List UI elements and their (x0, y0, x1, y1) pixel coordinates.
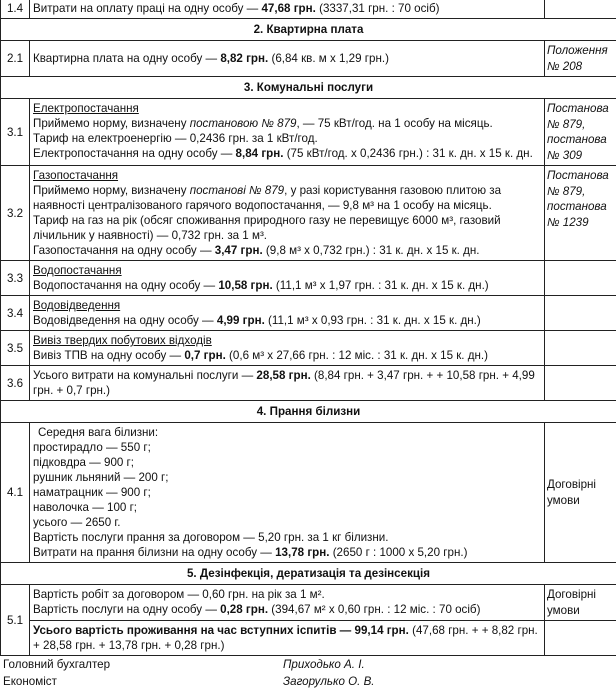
row-line (33, 545, 541, 560)
text: Витрати на прання білизни на одну особу — (33, 546, 276, 559)
row-value: 0,7 грн. (184, 349, 226, 362)
row-line: Тариф на газ на рік (обсяг споживання природного газу не перевищує 6000 м³, газовий лічильник у наявності) — 0,732 грн. за 1 м³. (33, 214, 501, 242)
text: Водопостачання на одну особу — (33, 279, 219, 292)
row-calc: (394,67 м² x 0,60 грн. : 12 міс. : 70 осіб) (268, 603, 481, 616)
row-number: 3.3 (1, 261, 30, 296)
row-calc: (6,84 кв. м x 1,29 грн.) (268, 52, 389, 65)
row-number: 3.6 (1, 366, 30, 401)
text: Вартість послуги на одну особу — (33, 603, 221, 616)
note-line: № 1239 (547, 215, 589, 229)
row-note (545, 296, 616, 331)
row-content (30, 331, 545, 366)
row-line (33, 313, 541, 328)
section-title: 3. Комунальні послуги (1, 77, 616, 99)
text: Приймемо норму, визначену (33, 117, 190, 130)
list-item: рушник льняний — 200 г; (33, 471, 169, 484)
row-value: 4,99 грн. (216, 314, 265, 327)
row-line (33, 183, 541, 213)
total-calc: (47,68 грн. + + 8,82 грн. + 28,58 грн. + 13,78 грн. + 0,28 грн.) (33, 624, 538, 652)
note-line: постанова (547, 200, 607, 213)
text: , — 75 кВт/год. на 1 особу на місяць. (296, 117, 493, 130)
table-row (1, 0, 616, 19)
note-line: постанова (547, 133, 607, 146)
signature-role: Головний бухгалтер (3, 658, 111, 671)
row-content (30, 423, 545, 563)
signature-role: Економіст (3, 675, 57, 688)
row-number: 4.1 (1, 423, 30, 563)
row-calc: (8,84 грн. + 3,47 грн. + + 10,58 грн. + 4,99 грн. + 0,7 грн.) (33, 369, 535, 397)
section-title: 2. Квартирна плата (1, 19, 616, 41)
row-value: 47,68 грн. (261, 2, 316, 15)
row-content (30, 296, 545, 331)
row-note (545, 585, 616, 621)
row-number: 1.4 (1, 0, 30, 19)
resolution-ref: постанові № 879 (189, 184, 285, 197)
row-calc: (0,6 м³ x 27,66 грн. : 12 міс. : 31 к. дн. x 15 к. дн.) (225, 349, 489, 362)
section-header (1, 401, 616, 423)
table-row (1, 296, 616, 331)
row-line (33, 243, 541, 258)
note-line: № 309 (547, 148, 583, 162)
row-note (545, 261, 616, 296)
resolution-ref: постановою № 879 (189, 117, 297, 130)
row-content (30, 41, 545, 77)
text: Приймемо норму, визначену (33, 184, 190, 197)
note-line: № 879, (547, 184, 586, 198)
table-row (1, 331, 616, 366)
row-value: 28,58 грн. (256, 369, 311, 382)
row-note (545, 331, 616, 366)
note-line: Постанова (547, 169, 609, 182)
list-item: усього — 2650 г. (33, 516, 121, 529)
row-number: 2.1 (1, 41, 30, 77)
row-line: Вартість робіт за договором — 0,60 грн. на рік за 1 м². (33, 588, 325, 601)
table-row (1, 423, 616, 563)
list-item: простирадло — 550 г; (33, 441, 151, 454)
row-content (30, 0, 545, 19)
table-row (1, 585, 616, 621)
row-line: Вартість послуги прання за договором — 5,20 грн. за 1 кг білизни. (33, 531, 389, 544)
text: Водовідведення на одну особу — (33, 314, 217, 327)
section-header (1, 563, 616, 585)
note-line: № 879, (547, 117, 586, 131)
row-heading: Електропостачання (33, 102, 139, 115)
list-item: підковдра — 900 г; (33, 456, 135, 469)
section-title: 5. Дезінфекція, дератизація та дезінсекція (1, 563, 616, 585)
note-line: умови (547, 603, 580, 617)
note-line: умови (547, 493, 580, 507)
note-line: Положення (547, 44, 608, 57)
row-value: 0,28 грн. (220, 603, 269, 616)
row-note (545, 423, 616, 563)
row-value: 8,84 грн. (235, 147, 284, 160)
row-content (30, 261, 545, 296)
text: Газопостачання на одну особу — (33, 244, 215, 257)
row-heading: Водопостачання (33, 264, 122, 277)
row-calc: (2650 г : 1000 x 5,20 грн.) (329, 546, 468, 559)
text: Вивіз ТПВ на одну особу — (33, 349, 185, 362)
row-number: 3.5 (1, 331, 30, 366)
signature-row (3, 657, 613, 674)
total-content (30, 621, 545, 656)
section-header (1, 77, 616, 99)
total-label: Усього вартість проживання на час вступних іспитів — 99,14 грн. (33, 624, 409, 637)
row-note (545, 366, 616, 401)
row-number: 3.1 (1, 99, 30, 166)
note-line: Договірні (547, 478, 597, 491)
signature-person: Приходько А. І. (283, 658, 365, 671)
row-number: 3.2 (1, 166, 30, 261)
row-line (33, 348, 541, 363)
row-note (545, 0, 616, 19)
table-row (1, 366, 616, 401)
row-note (545, 621, 616, 656)
row-heading: Вивіз твердих побутових відходів (33, 334, 212, 347)
row-text: Квартирна плата на одну особу — (33, 52, 221, 65)
note-line: Постанова (547, 102, 609, 115)
row-text: Витрати на оплату праці на одну особу — (33, 2, 262, 15)
row-calc: (11,1 м³ x 1,97 грн. : 31 к. дн. x 15 к. дн.) (272, 279, 489, 292)
row-line: Тариф на електроенергію — 0,2436 грн. за 1 кВт/год. (33, 132, 318, 145)
row-calc: (3337,31 грн. : 70 осіб) (315, 2, 440, 15)
row-heading: Газопостачання (33, 169, 119, 182)
row-line (33, 116, 541, 131)
list-item: наволочка — 100 г; (33, 501, 138, 514)
row-content (30, 366, 545, 401)
table-row (1, 261, 616, 296)
table-row (1, 166, 616, 261)
row-line (33, 146, 541, 161)
text: Електропостачання на одну особу — (33, 147, 236, 160)
signatures (3, 657, 613, 691)
row-value: 8,82 грн. (220, 52, 269, 65)
signature-person: Загорулько О. В. (283, 675, 375, 688)
row-content (30, 166, 545, 261)
table-row (1, 621, 616, 656)
row-calc: (9,8 м³ x 0,732 грн.) : 31 к. дн. x 15 к. дн. (262, 244, 480, 257)
row-number: 3.4 (1, 296, 30, 331)
row-value: 13,78 грн. (275, 546, 330, 559)
row-note (545, 99, 616, 166)
note-line: Договірні (547, 588, 597, 601)
row-line (33, 602, 541, 617)
signature-row (3, 674, 613, 691)
row-calc: (11,1 м³ x 0,93 грн. : 31 к. дн. x 15 к. дн.) (264, 314, 481, 327)
section-header (1, 19, 616, 41)
text: Усього витрати на комунальні послуги — (33, 369, 257, 382)
row-note (545, 41, 616, 77)
row-line: Середня вага білизни: (38, 426, 159, 439)
row-content (30, 585, 545, 621)
row-value: 3,47 грн. (214, 244, 263, 257)
row-value: 10,58 грн. (218, 279, 273, 292)
row-note (545, 166, 616, 261)
note-line: № 208 (547, 59, 583, 73)
row-line (33, 278, 541, 293)
table-row (1, 99, 616, 166)
row-number: 5.1 (1, 585, 30, 656)
text: , у разі користування газовою плитою за наявності централізованого гарячого водопостачання, — 9,8 м³ на 1 особу на місяць. (33, 184, 502, 212)
section-title: 4. Прання білизни (1, 401, 616, 423)
table-row (1, 41, 616, 77)
row-content (30, 99, 545, 166)
row-heading: Водовідведення (33, 299, 121, 312)
row-calc: (75 кВт/год. x 0,2436 грн.) : 31 к. дн. x 15 к. дн. (283, 147, 533, 160)
list-item: наматрацник — 900 г; (33, 486, 151, 499)
